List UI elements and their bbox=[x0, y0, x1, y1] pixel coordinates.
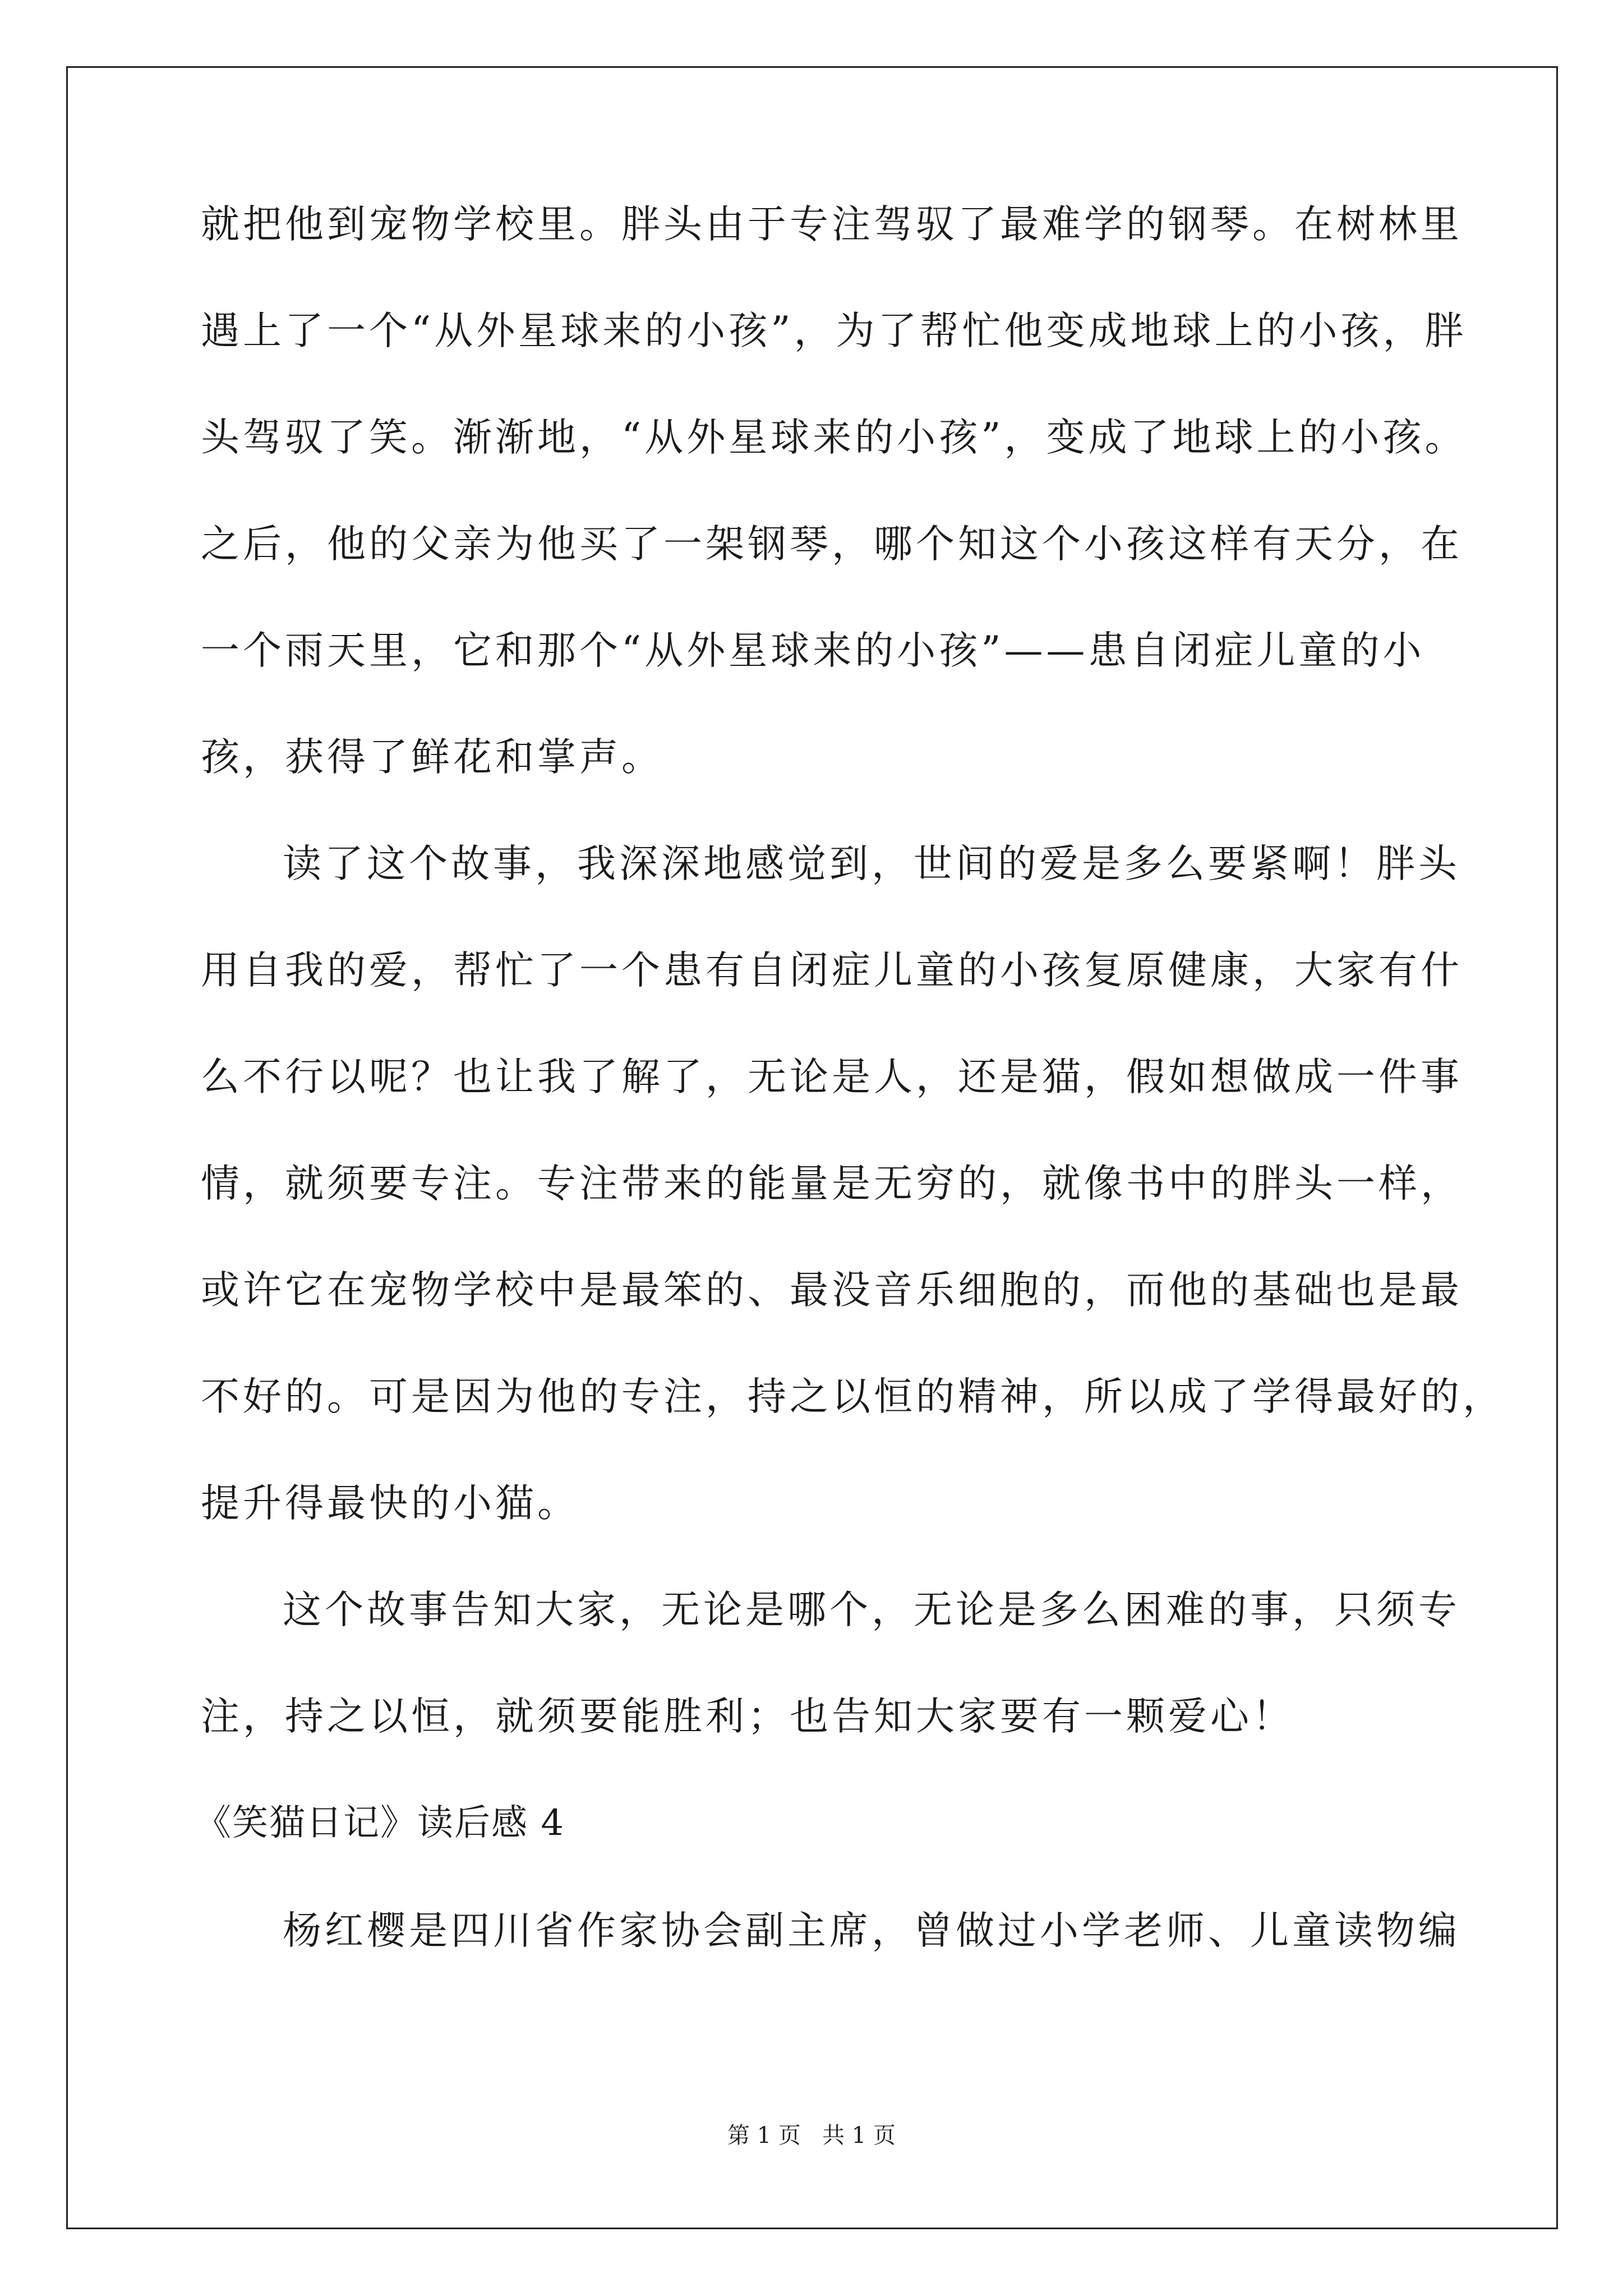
section-heading: 《笑猫日记》读后感 4 bbox=[195, 1802, 565, 1844]
text-line: 提升得最快的小猫。 bbox=[201, 1481, 579, 1526]
text-line: 情，就须要专注。专注带来的能量是无穷的，就像书中的胖头一样， bbox=[201, 1161, 1463, 1206]
text-line: 一个雨天里，它和那个“从外星球来的小孩”——患自闭症儿童的小 bbox=[201, 628, 1425, 673]
page-border bbox=[66, 66, 1558, 2229]
text-line: 不好的。可是因为他的专注，持之以恒的精神，所以成了学得最好的， bbox=[201, 1374, 1505, 1419]
text-line: 注，持之以恒，就须要能胜利；也告知大家要有一颗爱心！ bbox=[201, 1694, 1294, 1739]
text-line: 就把他到宠物学校里。胖头由于专注驾驭了最难学的钢琴。在树林里 bbox=[201, 202, 1463, 247]
text-line: 或许它在宠物学校中是最笨的、最没音乐细胞的，而他的基础也是最 bbox=[201, 1268, 1463, 1313]
text-line: 之后，他的父亲为他买了一架钢琴，哪个知这个小孩这样有天分，在 bbox=[201, 522, 1463, 567]
page-footer: 第 1 页 共 1 页 bbox=[727, 2123, 896, 2148]
text-line: 孩，获得了鲜花和掌声。 bbox=[201, 735, 663, 780]
text-line: 用自我的爱，帮忙了一个患有自闭症儿童的小孩复原健康，大家有什 bbox=[201, 948, 1463, 993]
paragraph-start-line: 这个故事告知大家，无论是哪个，无论是多么困难的事，只须专 bbox=[283, 1588, 1460, 1632]
paragraph-start-line: 杨红樱是四川省作家协会副主席，曾做过小学老师、儿童读物编 bbox=[283, 1908, 1460, 1953]
text-line: 么不行以呢？也让我了解了，无论是人，还是猫，假如想做成一件事 bbox=[201, 1055, 1463, 1099]
text-line: 遇上了一个“从外星球来的小孩”，为了帮忙他变成地球上的小孩，胖 bbox=[201, 309, 1467, 353]
paragraph-start-line: 读了这个故事，我深深地感觉到，世间的爱是多么要紧啊！胖头 bbox=[283, 841, 1460, 886]
text-line: 头驾驭了笑。渐渐地，“从外星球来的小孩”，变成了地球上的小孩。 bbox=[201, 415, 1467, 460]
